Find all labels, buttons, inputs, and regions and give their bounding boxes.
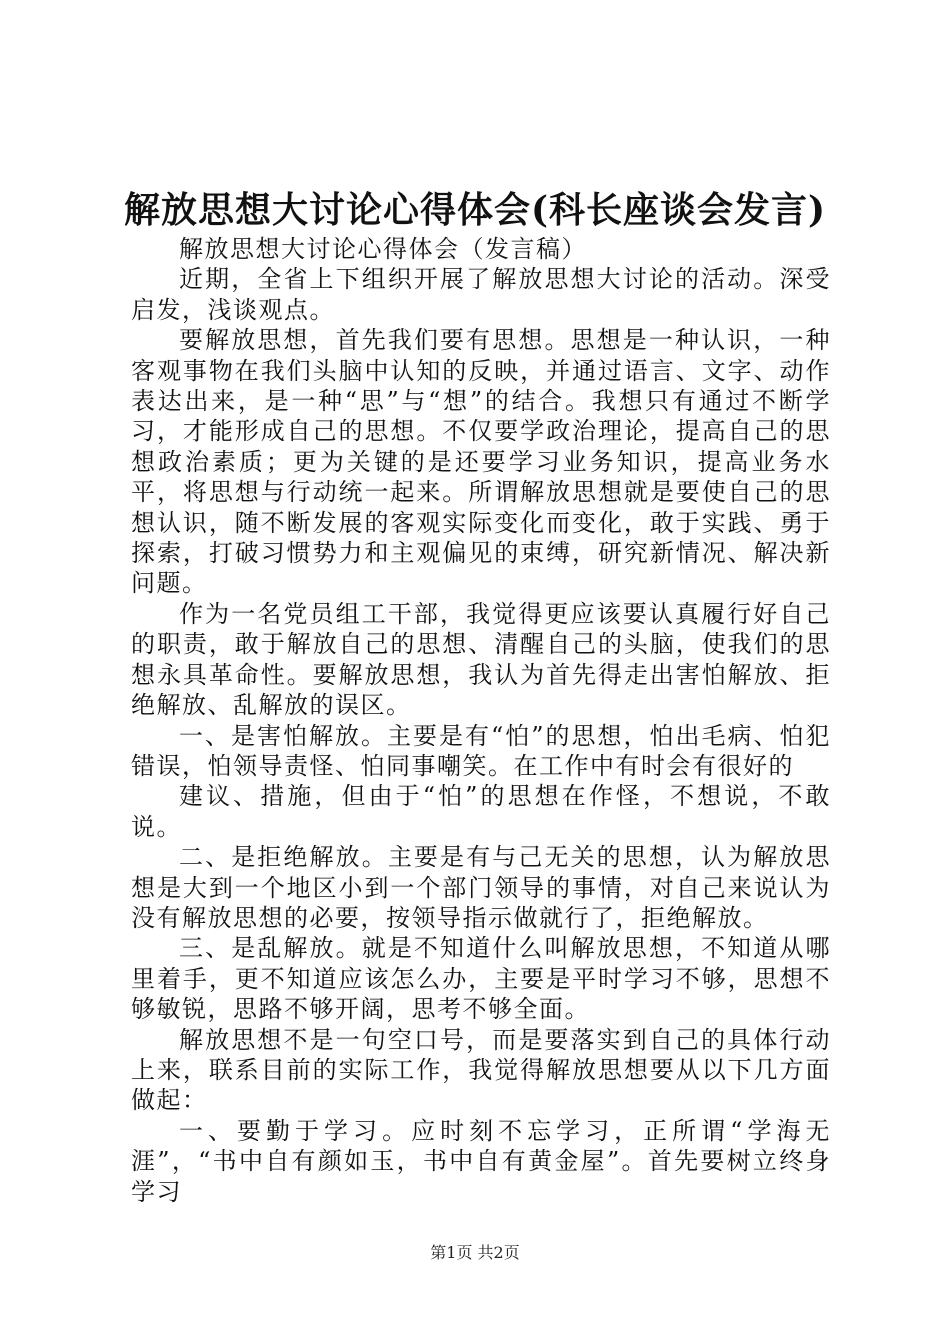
paragraph: 近期，全省上下组织开展了解放思想大讨论的活动。深受启发，浅谈观点。	[131, 265, 831, 324]
document-title: 解放思想大讨论心得体会(科长座谈会发言)	[123, 189, 827, 231]
paragraph: 解放思想不是一句空口号，而是要落实到自己的具体行动上来，联系目前的实际工作，我觉得解放思想要从以下几方面做起：	[131, 1025, 831, 1115]
paragraph: 二、是拒绝解放。主要是有与己无关的思想，认为解放思想是大到一个地区小到一个部门领导的事情，对自己来说认为没有解放思想的必要，按领导指示做就行了，拒绝解放。	[131, 843, 831, 932]
paragraph: 建议、措施，但由于“怕”的思想在作怪，不想说，不敢说。	[131, 782, 831, 841]
document-body	[131, 234, 831, 1207]
paragraph: 一、是害怕解放。主要是有“怕”的思想，怕出毛病、怕犯错误，怕领导责怪、怕同事嘲笑。在工作中有时会有很好的	[131, 721, 831, 780]
paragraph: 要解放思想，首先我们要有思想。思想是一种认识，一种客观事物在我们头脑中认知的反映，并通过语言、文字、动作表达出来，是一种“思”与“想”的结合。我想只有通过不断学习，才能形成自己的思想。不仅要学政治理论，提高自己的思想政治素质；更为关键的是还要学习业务知识，提高业务水平，将思想与行动统一起来。所谓解放思想就是要使自己的思想认识，随不断发展的客观实际变化而变化，敢于实践、勇于探索，打破习惯势力和主观偏见的束缚，研究新情况、解决新问题。	[131, 326, 831, 598]
paragraph: 作为一名党员组工干部，我觉得更应该要认真履行好自己的职责，敢于解放自己的思想、清醒自己的头脑，使我们的思想永具革命性。要解放思想，我认为首先得走出害怕解放、拒绝解放、乱解放的误区。	[131, 599, 831, 720]
page-footer: 第1页 共2页	[430, 1243, 520, 1262]
paragraph-subtitle: 解放思想大讨论心得体会（发言稿）	[179, 235, 587, 263]
paragraph: 三、是乱解放。就是不知道什么叫解放思想，不知道从哪里着手，更不知道应该怎么办，主要是平时学习不够，思想不够敏锐，思路不够开阔，思考不够全面。	[131, 934, 831, 1024]
paragraph: 一、要勤于学习。应时刻不忘学习，正所谓“学海无涯”，“书中自有颜如玉，书中自有黄金屋”。首先要树立终身学习	[131, 1116, 831, 1206]
